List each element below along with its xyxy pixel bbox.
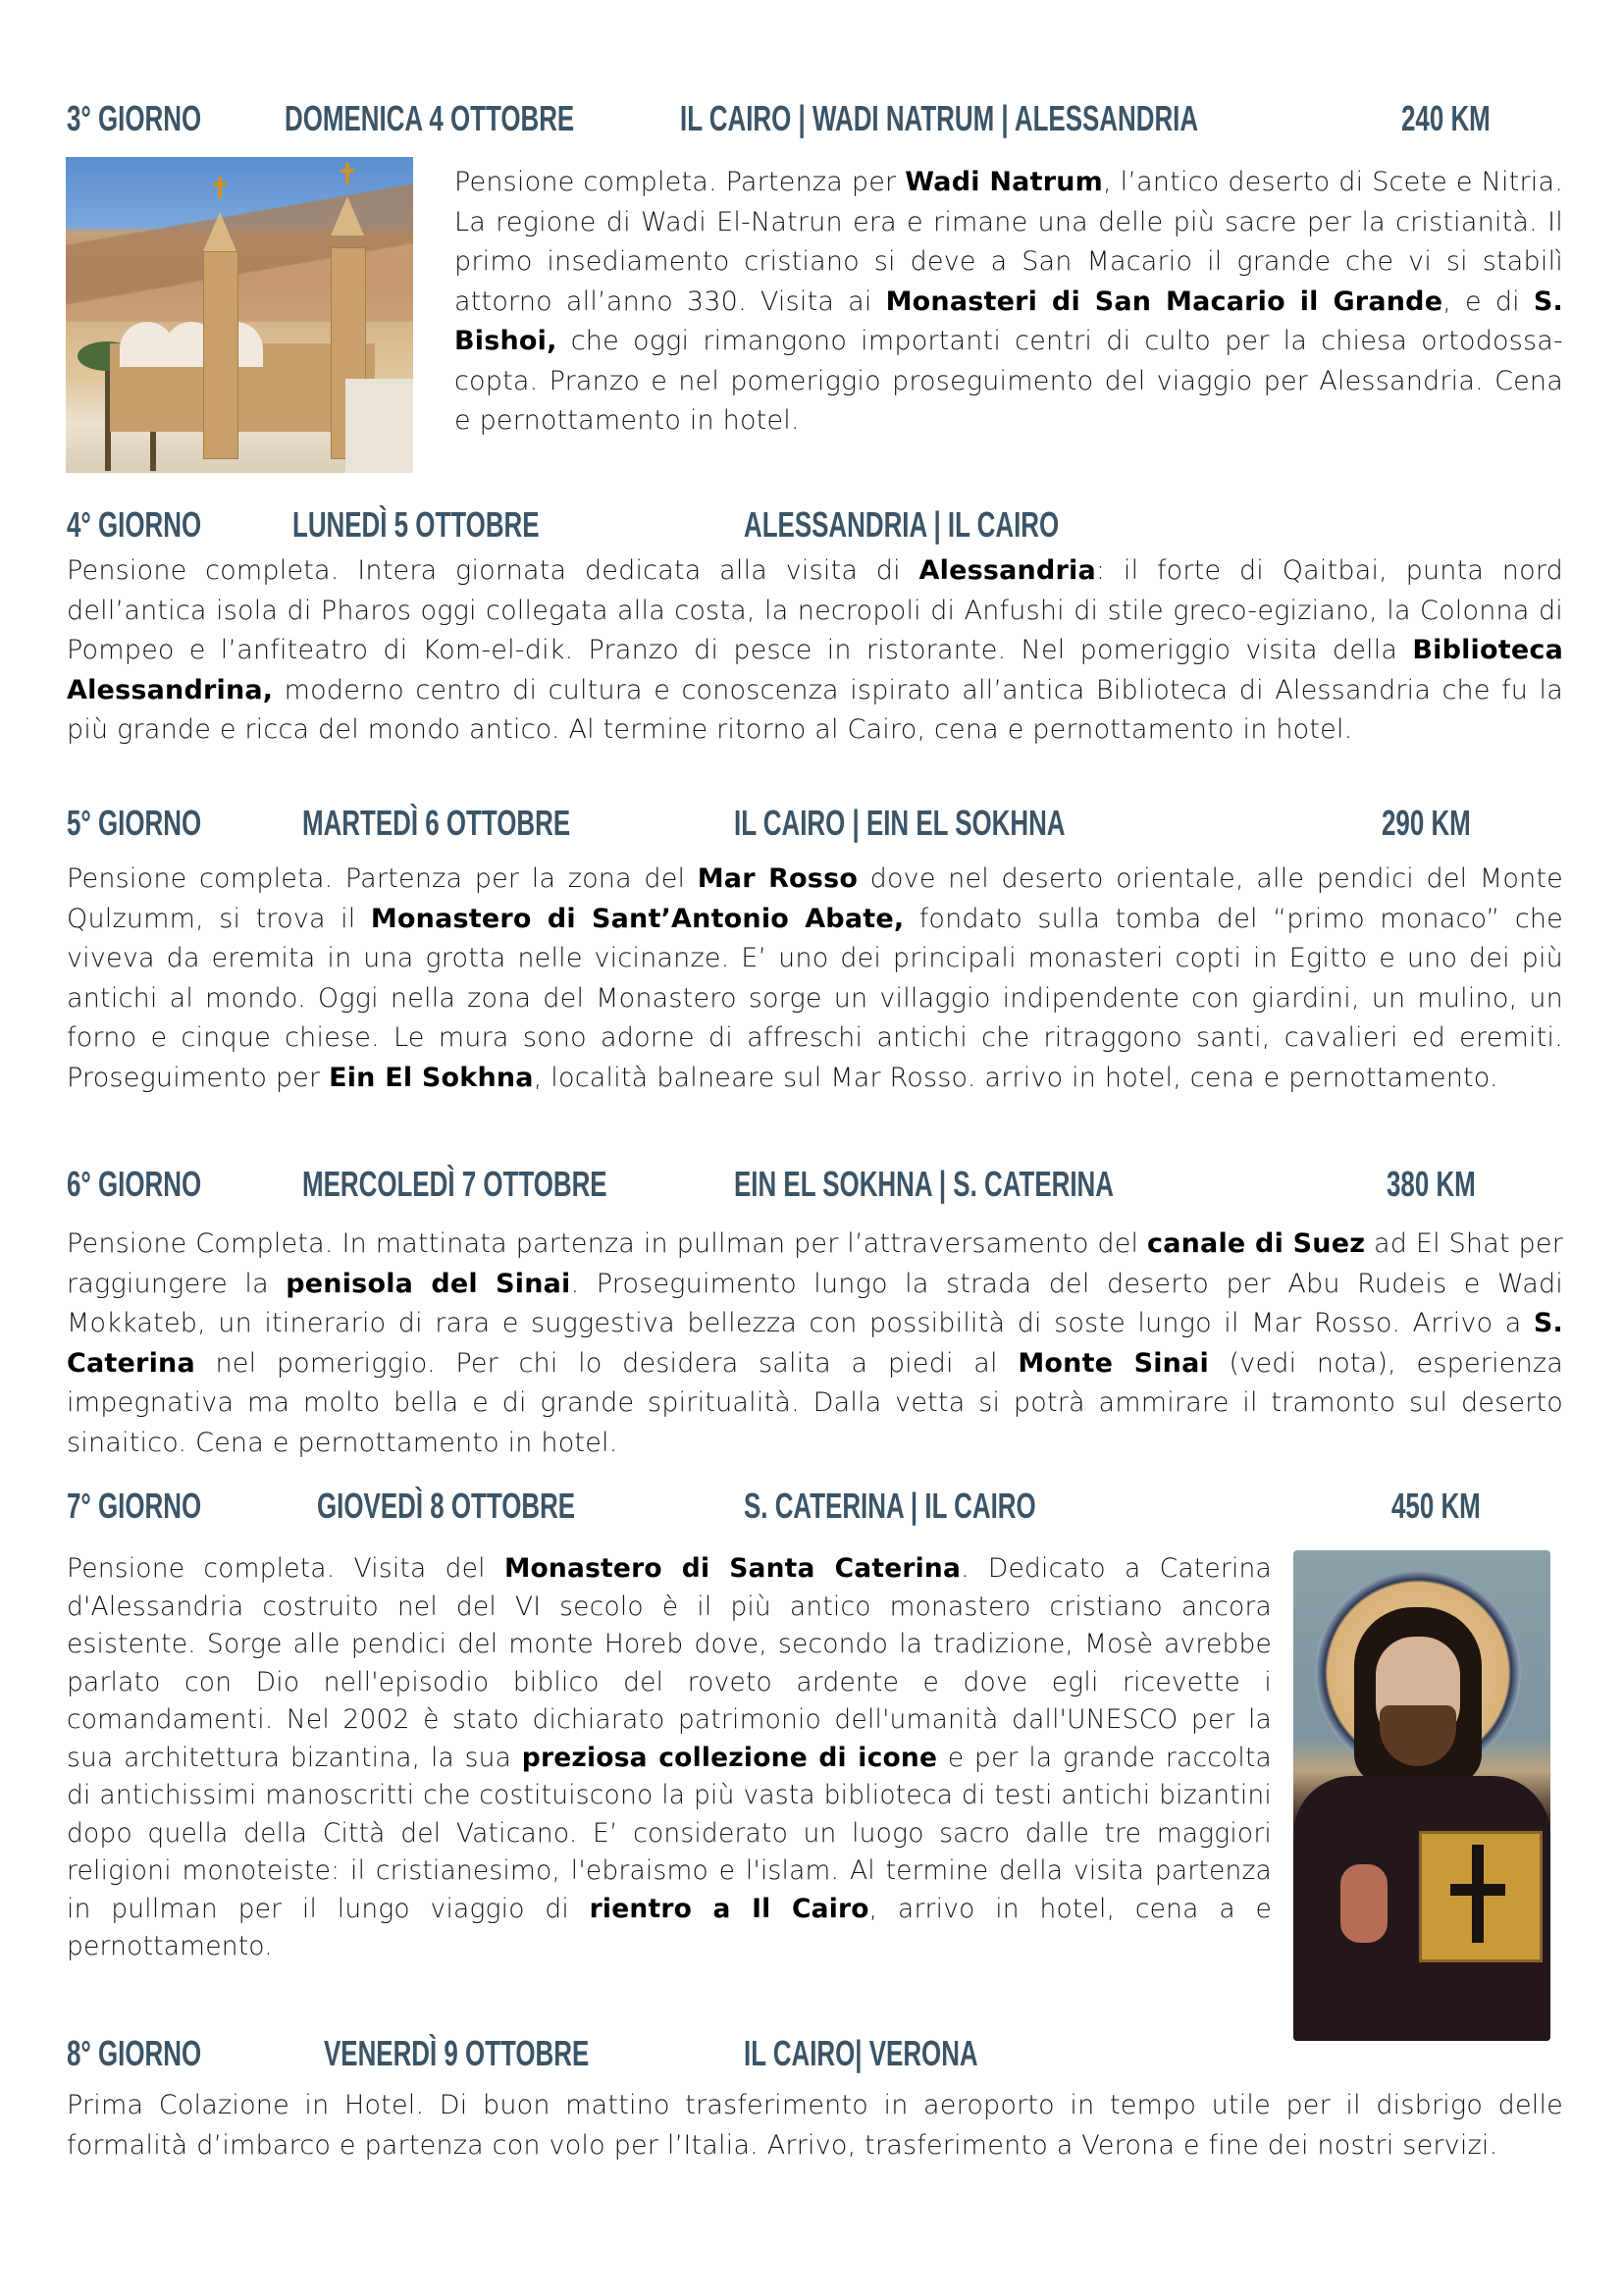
body-text: Prima Colazione in Hotel. Di buon mattino trasferimento in aeroporto in tempo utile per il disbrigo delle formalità d’imbarco e partenza con volo per l’Italia. Arrivo, trasferimento a Verona e fine dei nostri servizi. <box>67 2090 1563 2161</box>
day-distance: 240 KM <box>1401 98 1491 138</box>
body-text: : il forte di Qaitbai, punta nord dell’antica isola di Pharos oggi collegata alla costa, la necropoli di Anfushi di stile greco-egiziano, la Colonna di Pompeo e l’anfiteatro di Kom-el-dik. Pranzo di pesce in ristorante. Nel pomeriggio visita della <box>67 555 1563 665</box>
body-text: nel pomeriggio. Per chi lo desidera salita a piedi al <box>194 1347 1019 1379</box>
highlight-text: Monte Sinai <box>1018 1347 1209 1379</box>
day-date: DOMENICA 4 OTTOBRE <box>285 98 575 138</box>
day-header <box>67 504 1558 548</box>
highlight-text: canale di Suez <box>1147 1228 1366 1259</box>
highlight-text: preziosa collezione di icone <box>521 1742 938 1773</box>
highlight-text: Ein El Sokhna <box>329 1062 534 1093</box>
day-description <box>67 1225 1563 1463</box>
body-text: , e di <box>1442 286 1534 317</box>
highlight-text: Mar Rosso <box>697 863 859 894</box>
body-text: e per la grande raccolta di antichissimi manoscritti che costituiscono la più vasta biblioteca di testi antichi bizantini dopo quella della Città del Vaticano. E’ considerato un luogo sacro dalle tre maggiori religioni monoteiste: il cristianesimo, l'ebraismo e l'islam. Al termine della visita partenza in pullman per il lungo viaggio di <box>67 1742 1272 1924</box>
day-distance: 290 KM <box>1382 803 1471 843</box>
body-text: . Dedicato a Caterina d'Alessandria costruito nel del VI secolo è il più antico monastero cristiano ancora esistente. Sorge alle pendici del monte Horeb dove, secondo la tradizione, Mosè avrebbe parlato con Dio nell'episodio biblico del roveto ardente e dove egli ricevette i comandamenti. Nel 2002 è stato dichiarato patrimonio dell'umanità dall'UNESCO per la sua architettura bizantina, la sua <box>67 1553 1272 1773</box>
christ-pantocrator-icon <box>1293 1550 1550 2041</box>
body-text: , località balneare sul Mar Rosso. arrivo in hotel, cena e pernottamento. <box>533 1062 1498 1093</box>
monastery-photo <box>66 157 413 473</box>
day-distance: 450 KM <box>1391 1486 1481 1526</box>
day-distance: 380 KM <box>1387 1164 1476 1204</box>
day-date: GIOVEDÌ 8 OTTOBRE <box>317 1486 576 1526</box>
body-text: dove nel deserto orientale, alle pendici del Monte Qulzumm, si trova il <box>67 863 1563 934</box>
body-text: Pensione completa. Intera giornata dedicata alla visita di <box>67 555 919 586</box>
day-description <box>67 1550 1272 1966</box>
body-text: , arrivo in hotel, cena a e pernottamento. <box>67 1893 1272 1961</box>
body-text: ad El Shat per raggiungere la <box>67 1228 1563 1299</box>
day-date: MERCOLEDÌ 7 OTTOBRE <box>302 1164 607 1204</box>
day-number: 3° GIORNO <box>67 98 202 138</box>
body-text: (vedi nota), esperienza impegnativa ma molto bella e di grande spiritualità. Dalla vetta si potrà ammirare il tramonto sul deserto sinaitico. Cena e pernottamento in hotel. <box>67 1347 1564 1458</box>
day-header <box>67 2033 1558 2076</box>
day-route: IL CAIRO | WADI NATRUM | ALESSANDRIA <box>680 98 1199 138</box>
highlight-text: Monastero di Santa Caterina <box>503 1553 962 1584</box>
highlight-text: Biblioteca Alessandrina, <box>67 635 1563 705</box>
day-header <box>67 98 1558 141</box>
day-route: ALESSANDRIA | IL CAIRO <box>744 504 1060 545</box>
body-text: Pensione completa. Partenza per <box>454 167 906 197</box>
day-number: 7° GIORNO <box>67 1486 202 1526</box>
day-route: EIN EL SOKHNA | S. CATERINA <box>734 1164 1114 1204</box>
day-header <box>67 1486 1558 1529</box>
body-text: . Proseguimento lungo la strada del deserto per Abu Rudeis e Wadi Mokkateb, un itinerario di rara e suggestiva bellezza con possibilità di soste lungo il Mar Rosso. Arrivo a <box>67 1268 1564 1338</box>
day-route: IL CAIRO| VERONA <box>744 2033 978 2073</box>
day-number: 6° GIORNO <box>67 1164 202 1204</box>
body-text: , l’antico deserto di Scete e Nitria. La regione di Wadi El-Natrun era e rimane una delle più sacre per la cristianità. Il primo insediamento cristiano si deve a San Macario il grande che vi si stabilì attorno all’anno 330. Visita ai <box>454 167 1563 317</box>
day-route: IL CAIRO | EIN EL SOKHNA <box>734 803 1066 843</box>
day-route: S. CATERINA | IL CAIRO <box>744 1486 1036 1526</box>
highlight-text: S. Bishoi, <box>454 286 1563 356</box>
highlight-text: Monasteri di San Macario il Grande <box>885 286 1443 317</box>
highlight-text: S. Caterina <box>67 1308 1563 1379</box>
day-description <box>67 2086 1563 2166</box>
body-text: Pensione completa. Visita del <box>67 1553 504 1584</box>
highlight-text: rientro a Il Cairo <box>589 1893 869 1924</box>
highlight-text: penisola del Sinai <box>286 1268 571 1299</box>
day-number: 5° GIORNO <box>67 803 202 843</box>
day-header <box>67 1164 1558 1207</box>
highlight-text: Alessandria <box>918 555 1096 586</box>
day-date: VENERDÌ 9 OTTOBRE <box>324 2033 590 2073</box>
day-date: LUNEDÌ 5 OTTOBRE <box>292 504 540 545</box>
day-number: 4° GIORNO <box>67 504 202 545</box>
body-text: fondato sulla tomba del “primo monaco” che viveva da eremita in una grotta nelle vicinanze. E’ uno dei principali monasteri copti in Egitto e uno dei più antichi al mondo. Oggi nella zona del Monastero sorge un villaggio indipendente con giardini, un mulino, un forno e cinque chiese. Le mura sono adorne di affreschi antichi che ritraggono santi, cavalieri ed eremiti. Proseguimento per <box>67 903 1563 1093</box>
day-description <box>454 163 1563 442</box>
day-description <box>67 551 1563 751</box>
highlight-text: Wadi Natrum <box>905 167 1103 197</box>
body-text: Pensione Completa. In mattinata partenza in pullman per l’attraversamento del <box>67 1228 1148 1259</box>
day-date: MARTEDÌ 6 OTTOBRE <box>302 803 571 843</box>
day-description <box>67 860 1563 1098</box>
day-number: 8° GIORNO <box>67 2033 202 2073</box>
body-text: Pensione completa. Partenza per la zona del <box>67 863 698 894</box>
highlight-text: Monastero di Sant’Antonio Abate, <box>370 903 905 934</box>
body-text: che oggi rimangono importanti centri di culto per la chiesa ortodossa-copta. Pranzo e nel pomeriggio proseguimento del viaggio per Alessandria. Cena e pernottamento in hotel. <box>454 326 1563 436</box>
day-header <box>67 803 1558 846</box>
body-text: moderno centro di cultura e conoscenza ispirato all’antica Biblioteca di Alessandria che fu la più grande e ricca del mondo antico. Al termine ritorno al Cairo, cena e pernottamento in hotel. <box>67 674 1563 745</box>
